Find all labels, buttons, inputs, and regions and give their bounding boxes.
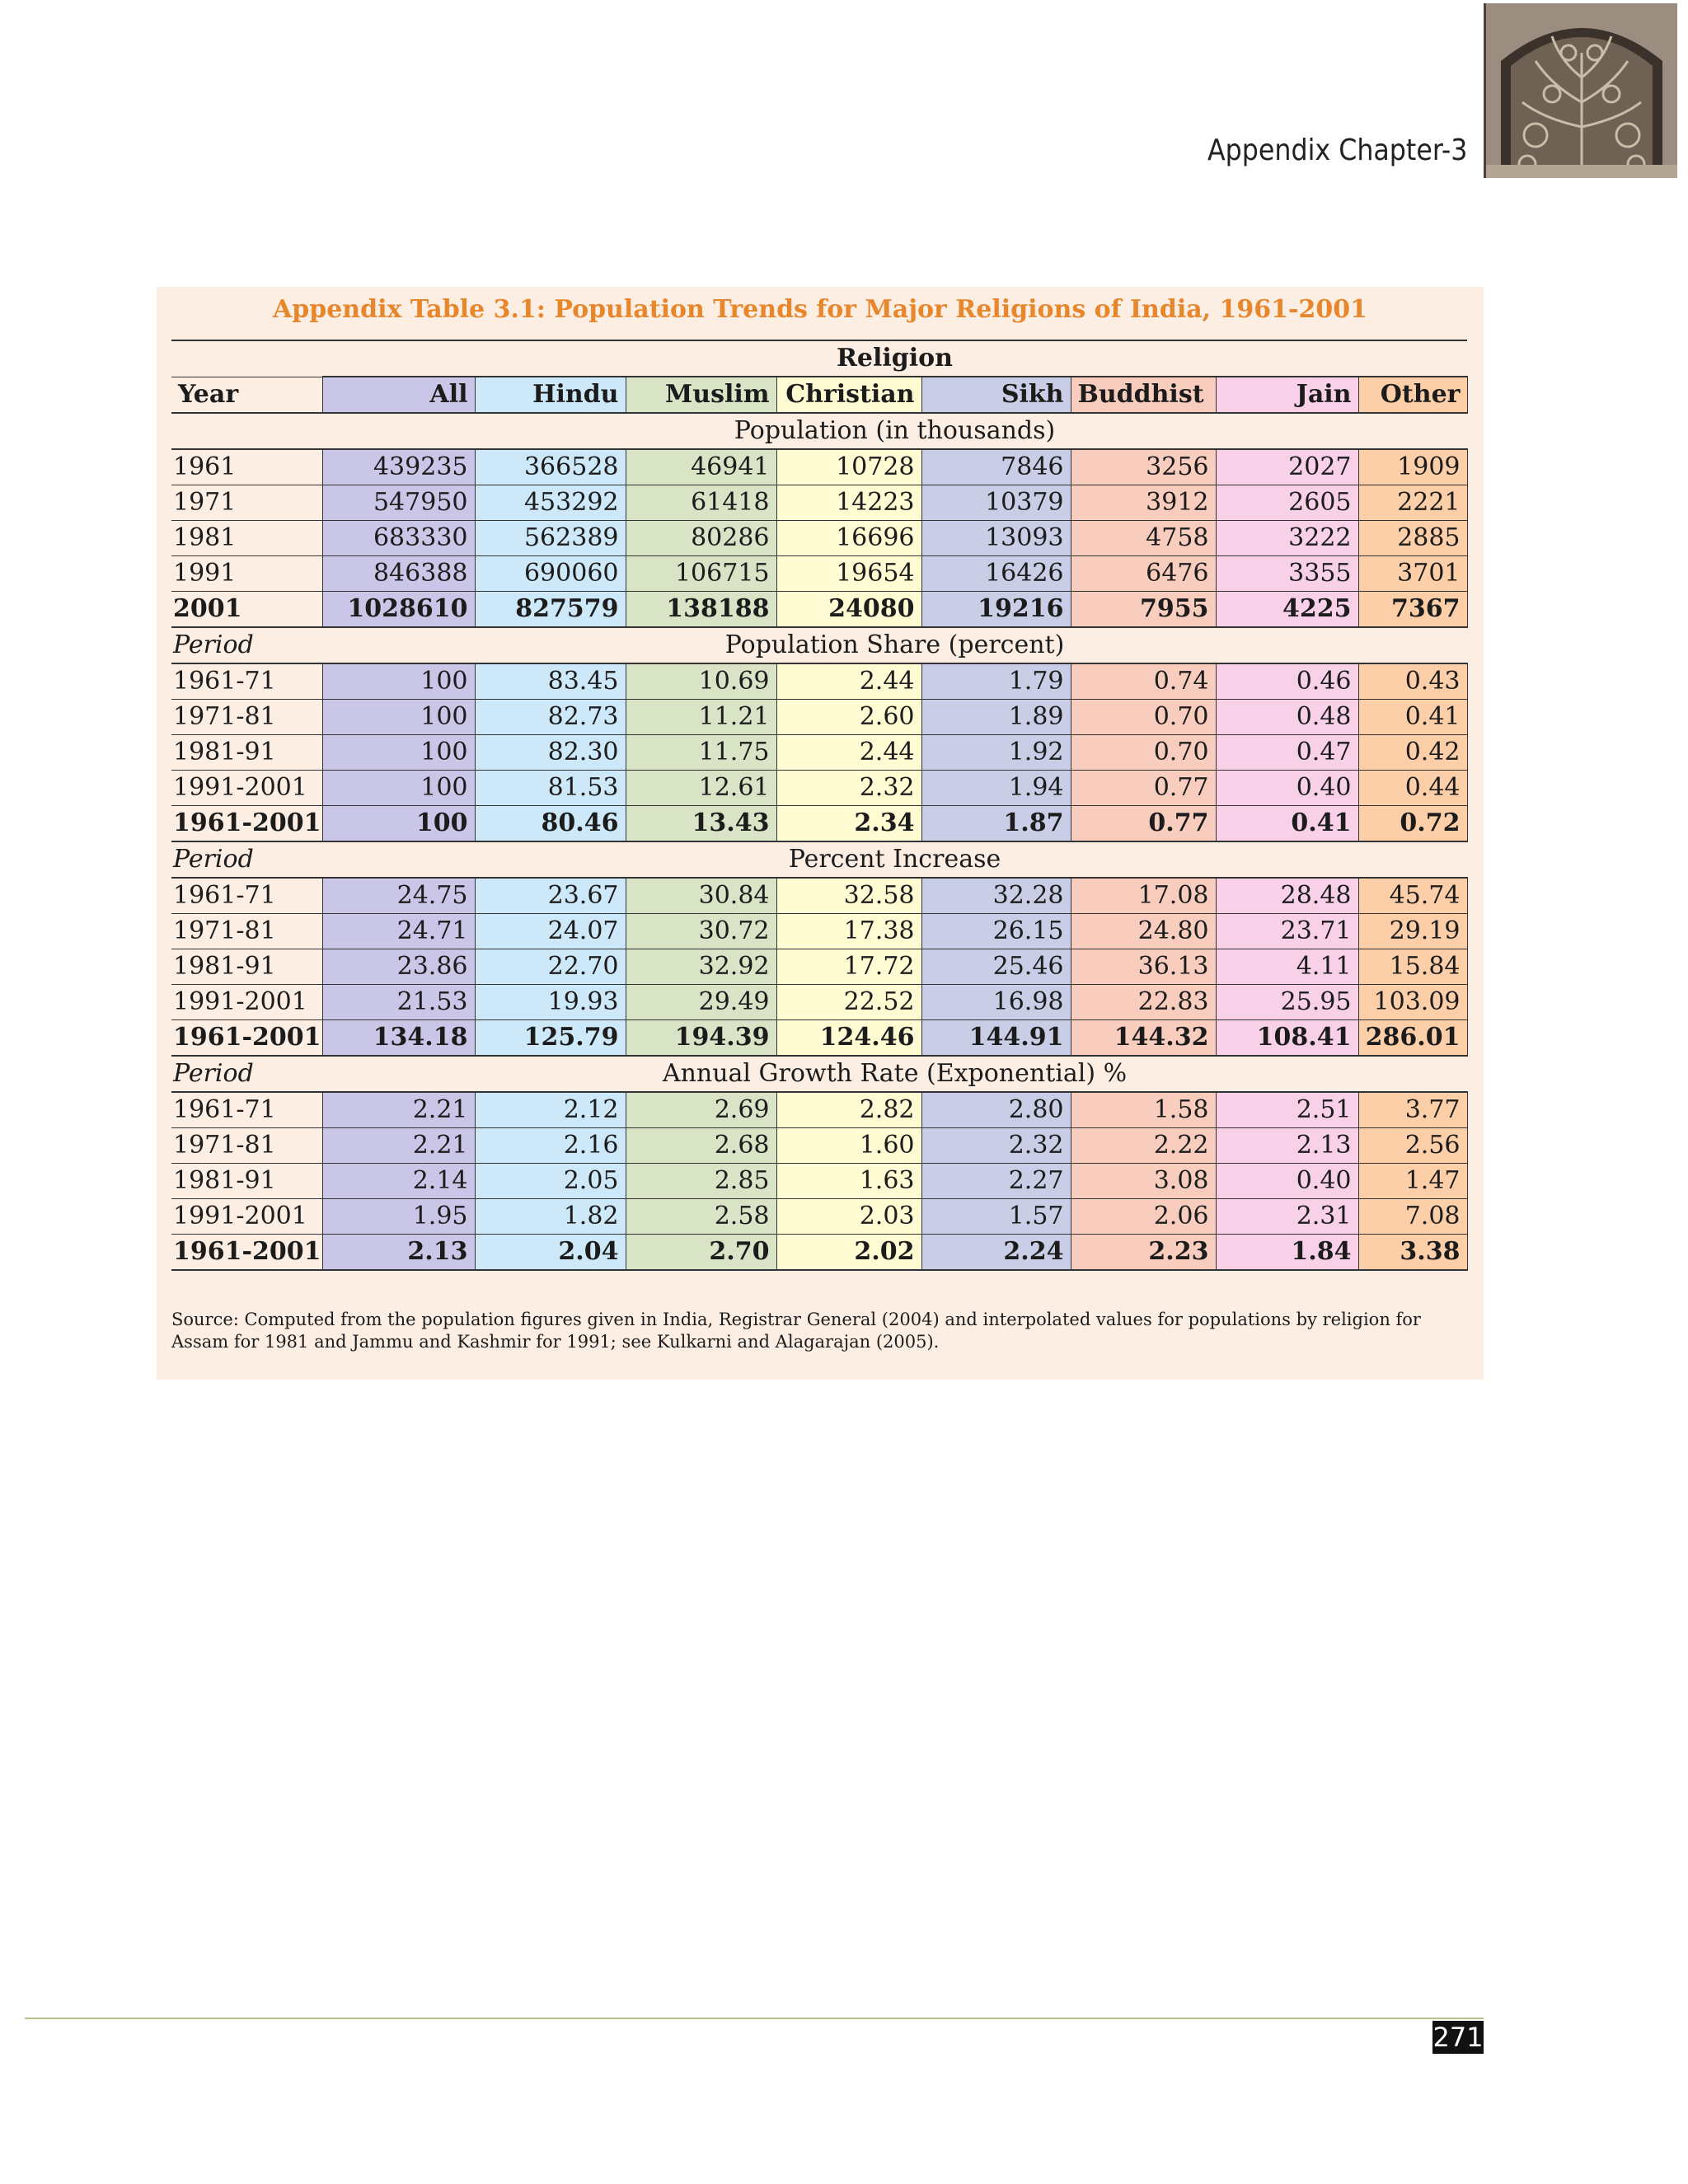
table-row bbox=[171, 949, 1467, 985]
cell-sikh: 19216 bbox=[921, 592, 1071, 628]
cell-hindu: 2.12 bbox=[475, 1092, 626, 1128]
cell-buddhist: 3912 bbox=[1071, 485, 1216, 521]
row-label: 1961-2001 bbox=[171, 1020, 322, 1057]
section-row-label: Period bbox=[171, 1056, 322, 1092]
cell-other: 103.09 bbox=[1358, 985, 1467, 1020]
cell-all: 683330 bbox=[322, 521, 475, 556]
cell-other: 0.41 bbox=[1358, 700, 1467, 735]
source-note: Source: Computed from the population figures given in India, Registrar General (2004) and interpolated values for populations by religion for Assam for 1981 and Jammu and Kashmir for 1991; see Kulkarni and Alagarajan (2005). bbox=[171, 1310, 1421, 1352]
row-label: 1961-2001 bbox=[171, 806, 322, 842]
table-body bbox=[171, 340, 1467, 1270]
cell-sikh: 1.94 bbox=[921, 771, 1071, 806]
cell-sikh: 1.89 bbox=[921, 700, 1071, 735]
cell-muslim: 11.21 bbox=[626, 700, 776, 735]
row-label: 1961-71 bbox=[171, 878, 322, 914]
table-row bbox=[171, 806, 1467, 842]
cell-other: 0.72 bbox=[1358, 806, 1467, 842]
footer-rule bbox=[25, 2018, 1484, 2019]
column-header-other: Other bbox=[1358, 377, 1467, 413]
table-title: Appendix Table 3.1: Population Trends for Major Religions of India, 1961-2001 bbox=[272, 295, 1367, 324]
cell-sikh: 13093 bbox=[921, 521, 1071, 556]
row-label: 1991-2001 bbox=[171, 771, 322, 806]
cell-muslim: 12.61 bbox=[626, 771, 776, 806]
cell-buddhist: 0.77 bbox=[1071, 806, 1216, 842]
cell-muslim: 32.92 bbox=[626, 949, 776, 985]
cell-hindu: 19.93 bbox=[475, 985, 626, 1020]
cell-muslim: 80286 bbox=[626, 521, 776, 556]
cell-buddhist: 0.74 bbox=[1071, 663, 1216, 700]
cell-other: 45.74 bbox=[1358, 878, 1467, 914]
cell-all: 1028610 bbox=[322, 592, 475, 628]
table-row bbox=[171, 700, 1467, 735]
row-label: 1961-71 bbox=[171, 663, 322, 700]
cell-buddhist: 22.83 bbox=[1071, 985, 1216, 1020]
cell-muslim: 61418 bbox=[626, 485, 776, 521]
cell-other: 0.43 bbox=[1358, 663, 1467, 700]
cell-sikh: 25.46 bbox=[921, 949, 1071, 985]
cell-sikh: 2.27 bbox=[921, 1164, 1071, 1199]
cell-hindu: 82.30 bbox=[475, 735, 626, 771]
table-row bbox=[171, 449, 1467, 485]
cell-buddhist: 0.70 bbox=[1071, 700, 1216, 735]
cell-muslim: 30.72 bbox=[626, 914, 776, 949]
cell-sikh: 1.87 bbox=[921, 806, 1071, 842]
cell-hindu: 366528 bbox=[475, 449, 626, 485]
section-row-label: Period bbox=[171, 841, 322, 878]
carved-stone-lattice-window-icon bbox=[1484, 3, 1677, 178]
cell-muslim: 46941 bbox=[626, 449, 776, 485]
cell-sikh: 2.32 bbox=[921, 1128, 1071, 1164]
cell-jain: 2.31 bbox=[1216, 1199, 1358, 1235]
cell-muslim: 2.58 bbox=[626, 1199, 776, 1235]
cell-buddhist: 2.23 bbox=[1071, 1235, 1216, 1271]
section-header-row bbox=[171, 1056, 1467, 1092]
column-header-sikh: Sikh bbox=[921, 377, 1071, 413]
cell-muslim: 106715 bbox=[626, 556, 776, 592]
cell-muslim: 2.70 bbox=[626, 1235, 776, 1271]
section-title: Population (in thousands) bbox=[322, 413, 1467, 449]
cell-other: 286.01 bbox=[1358, 1020, 1467, 1057]
cell-christian: 32.58 bbox=[776, 878, 921, 914]
cell-buddhist: 2.06 bbox=[1071, 1199, 1216, 1235]
cell-sikh: 32.28 bbox=[921, 878, 1071, 914]
cell-hindu: 2.16 bbox=[475, 1128, 626, 1164]
cell-other: 2885 bbox=[1358, 521, 1467, 556]
cell-hindu: 690060 bbox=[475, 556, 626, 592]
religion-header-row bbox=[171, 341, 1467, 377]
row-label: 1971-81 bbox=[171, 700, 322, 735]
chapter-label: Appendix Chapter-3 bbox=[1207, 134, 1467, 167]
section-row-label: Period bbox=[171, 627, 322, 663]
cell-all: 439235 bbox=[322, 449, 475, 485]
cell-christian: 2.34 bbox=[776, 806, 921, 842]
cell-sikh: 1.92 bbox=[921, 735, 1071, 771]
row-label: 1981-91 bbox=[171, 1164, 322, 1199]
section-header-row bbox=[171, 841, 1467, 878]
table-row bbox=[171, 556, 1467, 592]
cell-all: 100 bbox=[322, 700, 475, 735]
column-header-christian: Christian bbox=[776, 377, 921, 413]
cell-buddhist: 4758 bbox=[1071, 521, 1216, 556]
cell-all: 100 bbox=[322, 663, 475, 700]
cell-muslim: 194.39 bbox=[626, 1020, 776, 1057]
cell-sikh: 2.80 bbox=[921, 1092, 1071, 1128]
cell-buddhist: 2.22 bbox=[1071, 1128, 1216, 1164]
cell-buddhist: 24.80 bbox=[1071, 914, 1216, 949]
cell-other: 15.84 bbox=[1358, 949, 1467, 985]
cell-buddhist: 1.58 bbox=[1071, 1092, 1216, 1128]
cell-all: 2.21 bbox=[322, 1128, 475, 1164]
cell-buddhist: 3.08 bbox=[1071, 1164, 1216, 1199]
section-header-row bbox=[171, 413, 1467, 449]
cell-muslim: 2.69 bbox=[626, 1092, 776, 1128]
cell-other: 1.47 bbox=[1358, 1164, 1467, 1199]
cell-sikh: 1.79 bbox=[921, 663, 1071, 700]
row-label: 1971-81 bbox=[171, 914, 322, 949]
table-panel bbox=[157, 287, 1484, 1380]
table-row bbox=[171, 985, 1467, 1020]
row-label: 1971-81 bbox=[171, 1128, 322, 1164]
cell-jain: 0.40 bbox=[1216, 1164, 1358, 1199]
row-label: 2001 bbox=[171, 592, 322, 628]
section-title: Annual Growth Rate (Exponential) % bbox=[322, 1056, 1467, 1092]
row-label: 1961-2001 bbox=[171, 1235, 322, 1271]
cell-christian: 2.44 bbox=[776, 663, 921, 700]
table-row bbox=[171, 521, 1467, 556]
cell-sikh: 7846 bbox=[921, 449, 1071, 485]
cell-all: 2.13 bbox=[322, 1235, 475, 1271]
cell-jain: 1.84 bbox=[1216, 1235, 1358, 1271]
cell-jain: 3355 bbox=[1216, 556, 1358, 592]
cell-jain: 0.46 bbox=[1216, 663, 1358, 700]
cell-christian: 2.02 bbox=[776, 1235, 921, 1271]
cell-all: 100 bbox=[322, 771, 475, 806]
cell-hindu: 82.73 bbox=[475, 700, 626, 735]
cell-jain: 2.51 bbox=[1216, 1092, 1358, 1128]
row-label: 1991-2001 bbox=[171, 985, 322, 1020]
cell-all: 547950 bbox=[322, 485, 475, 521]
cell-jain: 4225 bbox=[1216, 592, 1358, 628]
cell-jain: 0.48 bbox=[1216, 700, 1358, 735]
cell-all: 24.71 bbox=[322, 914, 475, 949]
row-label: 1981-91 bbox=[171, 735, 322, 771]
cell-sikh: 26.15 bbox=[921, 914, 1071, 949]
cell-christian: 2.82 bbox=[776, 1092, 921, 1128]
cell-muslim: 138188 bbox=[626, 592, 776, 628]
section-row-label bbox=[171, 413, 322, 449]
row-label: 1991 bbox=[171, 556, 322, 592]
cell-christian: 2.60 bbox=[776, 700, 921, 735]
table-row bbox=[171, 663, 1467, 700]
row-label: 1971 bbox=[171, 485, 322, 521]
cell-other: 3.77 bbox=[1358, 1092, 1467, 1128]
cell-all: 2.21 bbox=[322, 1092, 475, 1128]
cell-jain: 25.95 bbox=[1216, 985, 1358, 1020]
page-number: 271 bbox=[1432, 2022, 1484, 2053]
cell-buddhist: 144.32 bbox=[1071, 1020, 1216, 1057]
cell-hindu: 23.67 bbox=[475, 878, 626, 914]
cell-all: 2.14 bbox=[322, 1164, 475, 1199]
cell-hindu: 22.70 bbox=[475, 949, 626, 985]
cell-hindu: 453292 bbox=[475, 485, 626, 521]
cell-muslim: 2.85 bbox=[626, 1164, 776, 1199]
cell-hindu: 2.05 bbox=[475, 1164, 626, 1199]
cell-other: 7.08 bbox=[1358, 1199, 1467, 1235]
table-row bbox=[171, 878, 1467, 914]
cell-christian: 2.44 bbox=[776, 735, 921, 771]
row-label: 1981 bbox=[171, 521, 322, 556]
cell-other: 2221 bbox=[1358, 485, 1467, 521]
religion-group-header: Religion bbox=[322, 341, 1467, 377]
column-header-row bbox=[171, 377, 1467, 413]
cell-sikh: 144.91 bbox=[921, 1020, 1071, 1057]
row-label: 1961 bbox=[171, 449, 322, 485]
cell-jain: 28.48 bbox=[1216, 878, 1358, 914]
cell-jain: 0.47 bbox=[1216, 735, 1358, 771]
cell-muslim: 29.49 bbox=[626, 985, 776, 1020]
cell-jain: 0.41 bbox=[1216, 806, 1358, 842]
cell-hindu: 2.04 bbox=[475, 1235, 626, 1271]
cell-christian: 14223 bbox=[776, 485, 921, 521]
cell-muslim: 2.68 bbox=[626, 1128, 776, 1164]
table-row bbox=[171, 1199, 1467, 1235]
cell-other: 1909 bbox=[1358, 449, 1467, 485]
section-header-row bbox=[171, 627, 1467, 663]
cell-muslim: 30.84 bbox=[626, 878, 776, 914]
table-row bbox=[171, 1020, 1467, 1057]
cell-christian: 24080 bbox=[776, 592, 921, 628]
cell-hindu: 562389 bbox=[475, 521, 626, 556]
cell-christian: 17.72 bbox=[776, 949, 921, 985]
cell-buddhist: 6476 bbox=[1071, 556, 1216, 592]
cell-jain: 23.71 bbox=[1216, 914, 1358, 949]
row-label: 1961-71 bbox=[171, 1092, 322, 1128]
row-label: 1981-91 bbox=[171, 949, 322, 985]
column-header-muslim: Muslim bbox=[626, 377, 776, 413]
cell-other: 2.56 bbox=[1358, 1128, 1467, 1164]
table-row bbox=[171, 914, 1467, 949]
cell-hindu: 80.46 bbox=[475, 806, 626, 842]
cell-buddhist: 0.77 bbox=[1071, 771, 1216, 806]
cell-jain: 2605 bbox=[1216, 485, 1358, 521]
cell-other: 0.44 bbox=[1358, 771, 1467, 806]
population-table bbox=[171, 340, 1468, 1271]
cell-sikh: 2.24 bbox=[921, 1235, 1071, 1271]
row-label: 1991-2001 bbox=[171, 1199, 322, 1235]
cell-jain: 4.11 bbox=[1216, 949, 1358, 985]
table-row bbox=[171, 592, 1467, 628]
table-row bbox=[171, 1235, 1467, 1271]
cell-other: 29.19 bbox=[1358, 914, 1467, 949]
cell-jain: 2027 bbox=[1216, 449, 1358, 485]
cell-christian: 2.03 bbox=[776, 1199, 921, 1235]
cell-sikh: 1.57 bbox=[921, 1199, 1071, 1235]
cell-hindu: 125.79 bbox=[475, 1020, 626, 1057]
cell-all: 100 bbox=[322, 806, 475, 842]
table-row bbox=[171, 1128, 1467, 1164]
cell-other: 0.42 bbox=[1358, 735, 1467, 771]
table-row bbox=[171, 771, 1467, 806]
cell-other: 3.38 bbox=[1358, 1235, 1467, 1271]
cell-sikh: 10379 bbox=[921, 485, 1071, 521]
cell-other: 7367 bbox=[1358, 592, 1467, 628]
cell-christian: 1.63 bbox=[776, 1164, 921, 1199]
table-row bbox=[171, 485, 1467, 521]
cell-muslim: 10.69 bbox=[626, 663, 776, 700]
column-header-jain: Jain bbox=[1216, 377, 1358, 413]
cell-christian: 10728 bbox=[776, 449, 921, 485]
cell-christian: 17.38 bbox=[776, 914, 921, 949]
cell-hindu: 83.45 bbox=[475, 663, 626, 700]
cell-hindu: 81.53 bbox=[475, 771, 626, 806]
section-title: Population Share (percent) bbox=[322, 627, 1467, 663]
cell-muslim: 11.75 bbox=[626, 735, 776, 771]
table-row bbox=[171, 735, 1467, 771]
column-header-buddhist: Buddhist bbox=[1071, 377, 1216, 413]
cell-christian: 16696 bbox=[776, 521, 921, 556]
cell-all: 24.75 bbox=[322, 878, 475, 914]
cell-christian: 22.52 bbox=[776, 985, 921, 1020]
table-row bbox=[171, 1164, 1467, 1199]
column-header-all: All bbox=[322, 377, 475, 413]
cell-christian: 2.32 bbox=[776, 771, 921, 806]
cell-all: 134.18 bbox=[322, 1020, 475, 1057]
cell-sikh: 16426 bbox=[921, 556, 1071, 592]
table-row bbox=[171, 1092, 1467, 1128]
cell-hindu: 24.07 bbox=[475, 914, 626, 949]
cell-buddhist: 17.08 bbox=[1071, 878, 1216, 914]
cell-buddhist: 0.70 bbox=[1071, 735, 1216, 771]
cell-christian: 124.46 bbox=[776, 1020, 921, 1057]
cell-buddhist: 3256 bbox=[1071, 449, 1216, 485]
cell-all: 846388 bbox=[322, 556, 475, 592]
cell-jain: 3222 bbox=[1216, 521, 1358, 556]
cell-all: 100 bbox=[322, 735, 475, 771]
year-column-header: Year bbox=[171, 377, 322, 413]
cell-hindu: 1.82 bbox=[475, 1199, 626, 1235]
cell-all: 21.53 bbox=[322, 985, 475, 1020]
cell-other: 3701 bbox=[1358, 556, 1467, 592]
cell-jain: 2.13 bbox=[1216, 1128, 1358, 1164]
cell-muslim: 13.43 bbox=[626, 806, 776, 842]
cell-jain: 108.41 bbox=[1216, 1020, 1358, 1057]
cell-christian: 1.60 bbox=[776, 1128, 921, 1164]
column-header-hindu: Hindu bbox=[475, 377, 626, 413]
section-title: Percent Increase bbox=[322, 841, 1467, 878]
cell-hindu: 827579 bbox=[475, 592, 626, 628]
cell-buddhist: 7955 bbox=[1071, 592, 1216, 628]
cell-sikh: 16.98 bbox=[921, 985, 1071, 1020]
cell-christian: 19654 bbox=[776, 556, 921, 592]
cell-jain: 0.40 bbox=[1216, 771, 1358, 806]
cell-all: 23.86 bbox=[322, 949, 475, 985]
cell-buddhist: 36.13 bbox=[1071, 949, 1216, 985]
cell-all: 1.95 bbox=[322, 1199, 475, 1235]
